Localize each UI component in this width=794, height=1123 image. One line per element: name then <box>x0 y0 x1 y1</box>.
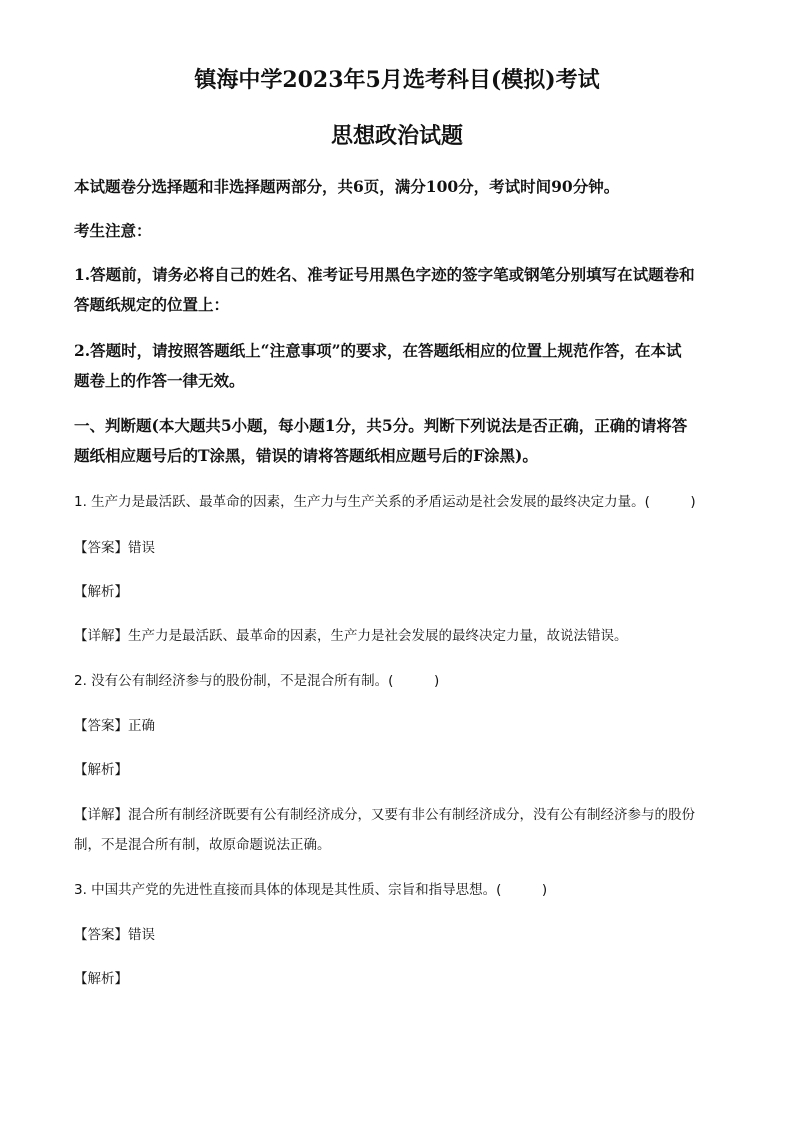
question-3-answer: 【答案】错误 <box>74 927 155 943</box>
section-heading-line-2: 题纸相应题号后的T涂黑，错误的请将答题纸相应题号后的F涂黑)。 <box>74 446 538 465</box>
note-1-line-2: 答题纸规定的位置上： <box>74 295 230 314</box>
notice-label: 考生注意： <box>74 221 152 240</box>
section-heading-line-1: 一、判断题(本大题共5小题，每小题1分，共5分。判断下列说法是否正确，正确的请将答 <box>74 416 688 435</box>
question-3: 3. 中国共产党的先进性直接而具体的体现是其性质、宗旨和指导思想。( ) <box>74 882 548 898</box>
question-2-detail-line-2: 制，不是混合所有制，故原命题说法正确。 <box>74 837 331 853</box>
question-1-analysis-label: 【解析】 <box>74 584 128 600</box>
question-1-detail: 【详解】生产力是最活跃、最革命的因素，生产力是社会发展的最终决定力量，故说法错误。 <box>74 628 628 644</box>
note-2-line-1: 2.答题时，请按照答题纸上“注意事项”的要求，在答题纸相应的位置上规范作答，在本试 <box>74 341 682 360</box>
question-2: 2. 没有公有制经济参与的股份制，不是混合所有制。( ) <box>74 673 440 689</box>
exam-subject-title: 思想政治试题 <box>330 123 463 149</box>
question-1: 1. 生产力是最活跃、最革命的因素，生产力与生产关系的矛盾运动是社会发展的最终决定力量。( ) <box>74 494 696 510</box>
question-1-answer: 【答案】错误 <box>74 540 155 556</box>
question-2-detail-line-1: 【详解】混合所有制经济既要有公有制经济成分，又要有非公有制经济成分，没有公有制经济参与的股份 <box>74 807 695 823</box>
exam-title: 镇海中学2023年5月选考科目(模拟)考试 <box>194 67 600 93</box>
note-1-line-1: 1.答题前，请务必将自己的姓名、准考证号用黑色字迹的签字笔或钢笔分别填写在试题卷和 <box>74 265 695 284</box>
exam-summary: 本试题卷分选择题和非选择题两部分，共6页，满分100分，考试时间90分钟。 <box>74 177 620 196</box>
question-2-analysis-label: 【解析】 <box>74 762 128 778</box>
note-2-line-2: 题卷上的作答一律无效。 <box>74 371 245 390</box>
question-2-answer: 【答案】正确 <box>74 718 155 734</box>
question-3-analysis-label: 【解析】 <box>74 971 128 987</box>
